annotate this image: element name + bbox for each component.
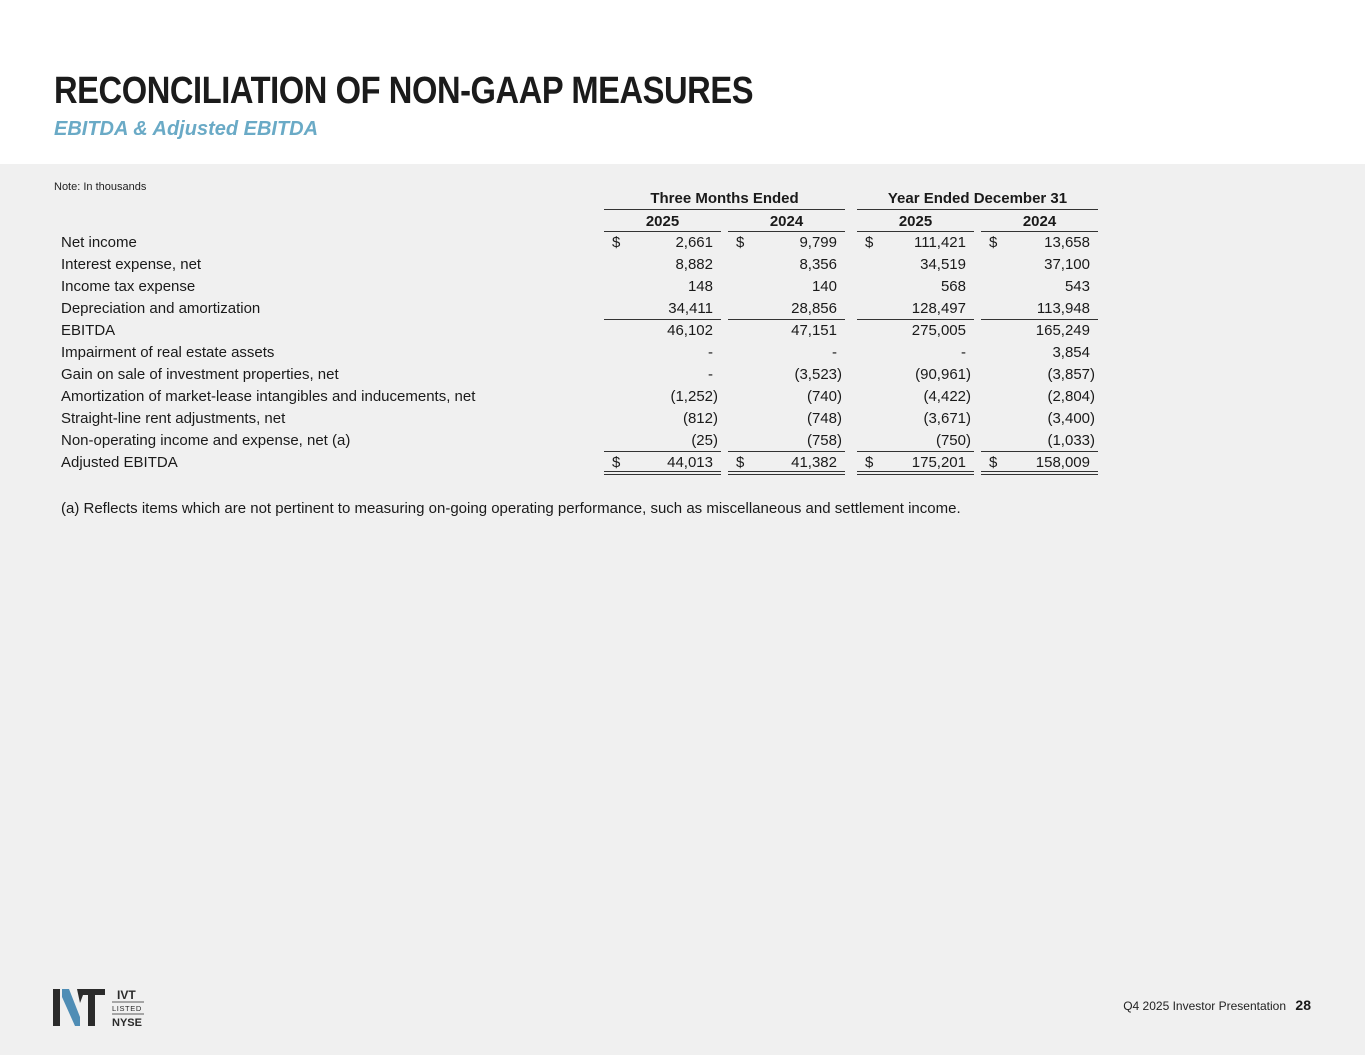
cell-value: 47,151 [791, 322, 837, 339]
cell-value: (748) [806, 410, 842, 427]
cell-value: 128,497 [911, 300, 966, 317]
value-cell [728, 430, 845, 452]
cell-value: 140 [811, 278, 837, 295]
value-cell [981, 298, 1098, 320]
cell-value: (4,422) [923, 388, 971, 405]
value-cell [604, 364, 721, 385]
currency-symbol: $ [736, 454, 745, 471]
period-header-year-ended: Year Ended December 31 [857, 189, 1098, 210]
table-row [0, 408, 1365, 430]
page-subtitle: EBITDA & Adjusted EBITDA [54, 118, 319, 140]
cell-value: 165,249 [1035, 322, 1090, 339]
table-row [0, 430, 1365, 452]
row-label: Impairment of real estate assets [61, 344, 275, 361]
units-note: Note: In thousands [54, 181, 147, 193]
value-cell [857, 320, 974, 341]
table-row [0, 342, 1365, 364]
row-label: EBITDA [61, 322, 116, 339]
ivt-logo-mark-icon [53, 987, 153, 1029]
value-cell [857, 386, 974, 407]
cell-value: - [832, 344, 837, 361]
table-row [0, 386, 1365, 408]
value-cell [604, 452, 721, 475]
value-cell [857, 430, 974, 452]
year-header: 2024 [981, 212, 1098, 232]
logo-ticker: IVT [117, 988, 136, 1002]
value-cell [981, 364, 1098, 385]
value-cell [981, 342, 1098, 363]
cell-value: 44,013 [667, 454, 713, 471]
table-row [0, 254, 1365, 276]
cell-value: (1,252) [670, 388, 718, 405]
value-cell [604, 232, 721, 253]
value-cell [981, 408, 1098, 429]
value-cell [857, 276, 974, 297]
cell-value: (3,671) [923, 410, 971, 427]
value-cell [728, 298, 845, 320]
value-cell [604, 408, 721, 429]
value-cell [604, 320, 721, 341]
cell-value: (740) [806, 388, 842, 405]
value-cell [728, 320, 845, 341]
value-cell [857, 364, 974, 385]
cell-value: (1,033) [1047, 432, 1095, 449]
value-cell [857, 408, 974, 429]
value-cell [604, 254, 721, 275]
ivt-nyse-logo [53, 987, 153, 1029]
table-row [0, 452, 1365, 474]
page-number: 28 [1295, 997, 1311, 1013]
value-cell [857, 254, 974, 275]
currency-symbol: $ [612, 234, 621, 251]
cell-value: 175,201 [911, 454, 966, 471]
cell-value: 568 [940, 278, 966, 295]
cell-value: 34,411 [668, 300, 713, 317]
row-label: Gain on sale of investment properties, net [61, 366, 339, 383]
year-header: 2025 [604, 212, 721, 232]
footnote: (a) Reflects items which are not pertinent to measuring on-going operating performance, such as miscellaneous and settlement income. [61, 500, 961, 517]
currency-symbol: $ [989, 454, 998, 471]
cell-value: (90,961) [915, 366, 971, 383]
value-cell [981, 430, 1098, 452]
cell-value: 8,882 [675, 256, 713, 273]
cell-value: (3,400) [1047, 410, 1095, 427]
cell-value: (3,523) [794, 366, 842, 383]
row-label: Straight-line rent adjustments, net [61, 410, 286, 427]
year-header: 2024 [728, 212, 845, 232]
currency-symbol: $ [865, 234, 874, 251]
table-row [0, 364, 1365, 386]
cell-value: 111,421 [914, 234, 966, 251]
value-cell [857, 232, 974, 253]
row-label: Income tax expense [61, 278, 196, 295]
value-cell [728, 452, 845, 475]
value-cell [981, 452, 1098, 475]
cell-value: 3,854 [1052, 344, 1090, 361]
currency-symbol: $ [989, 234, 998, 251]
table-row [0, 298, 1365, 320]
value-cell [728, 386, 845, 407]
cell-value: 13,658 [1044, 234, 1090, 251]
value-cell [981, 254, 1098, 275]
logo-listed: LISTED [112, 1004, 142, 1013]
value-cell [728, 276, 845, 297]
currency-symbol: $ [865, 454, 874, 471]
cell-value: (3,857) [1047, 366, 1095, 383]
value-cell [981, 232, 1098, 253]
row-label: Amortization of market-lease intangibles and inducements, net [61, 388, 476, 405]
period-header-three-months: Three Months Ended [604, 189, 845, 210]
cell-value: 113,948 [1036, 300, 1090, 317]
value-cell [728, 254, 845, 275]
value-cell [604, 386, 721, 407]
cell-value: (758) [806, 432, 842, 449]
cell-value: (25) [691, 432, 718, 449]
row-label: Non-operating income and expense, net (a) [61, 432, 351, 449]
presentation-title: Q4 2025 Investor Presentation [1123, 999, 1286, 1013]
cell-value: 34,519 [920, 256, 966, 273]
logo-exchange: NYSE [112, 1017, 142, 1029]
cell-value: - [708, 366, 713, 383]
cell-value: - [708, 344, 713, 361]
value-cell [981, 276, 1098, 297]
value-cell [728, 232, 845, 253]
value-cell [728, 364, 845, 385]
row-label: Net income [61, 234, 137, 251]
year-header: 2025 [857, 212, 974, 232]
cell-value: 46,102 [667, 322, 713, 339]
cell-value: (2,804) [1047, 388, 1095, 405]
cell-value: 37,100 [1044, 256, 1090, 273]
cell-value: (750) [935, 432, 971, 449]
value-cell [604, 430, 721, 452]
cell-value: 148 [687, 278, 713, 295]
cell-value: 275,005 [911, 322, 966, 339]
currency-symbol: $ [612, 454, 621, 471]
table-row [0, 320, 1365, 342]
value-cell [728, 408, 845, 429]
cell-value: 28,856 [791, 300, 837, 317]
cell-value: - [961, 344, 966, 361]
row-label: Interest expense, net [61, 256, 202, 273]
cell-value: (812) [682, 410, 718, 427]
value-cell [604, 298, 721, 320]
currency-symbol: $ [736, 234, 745, 251]
value-cell [857, 452, 974, 475]
cell-value: 543 [1064, 278, 1090, 295]
table-row [0, 232, 1365, 254]
value-cell [981, 320, 1098, 341]
value-cell [604, 276, 721, 297]
page-title: RECONCILIATION OF NON-GAAP MEASURES [54, 70, 754, 112]
cell-value: 8,356 [799, 256, 837, 273]
cell-value: 158,009 [1035, 454, 1090, 471]
cell-value: 2,661 [675, 234, 713, 251]
value-cell [857, 342, 974, 363]
value-cell [981, 386, 1098, 407]
cell-value: 9,799 [799, 234, 837, 251]
table-row [0, 276, 1365, 298]
row-label: Adjusted EBITDA [61, 454, 178, 471]
value-cell [728, 342, 845, 363]
value-cell [857, 298, 974, 320]
value-cell [604, 342, 721, 363]
cell-value: 41,382 [791, 454, 837, 471]
row-label: Depreciation and amortization [61, 300, 261, 317]
